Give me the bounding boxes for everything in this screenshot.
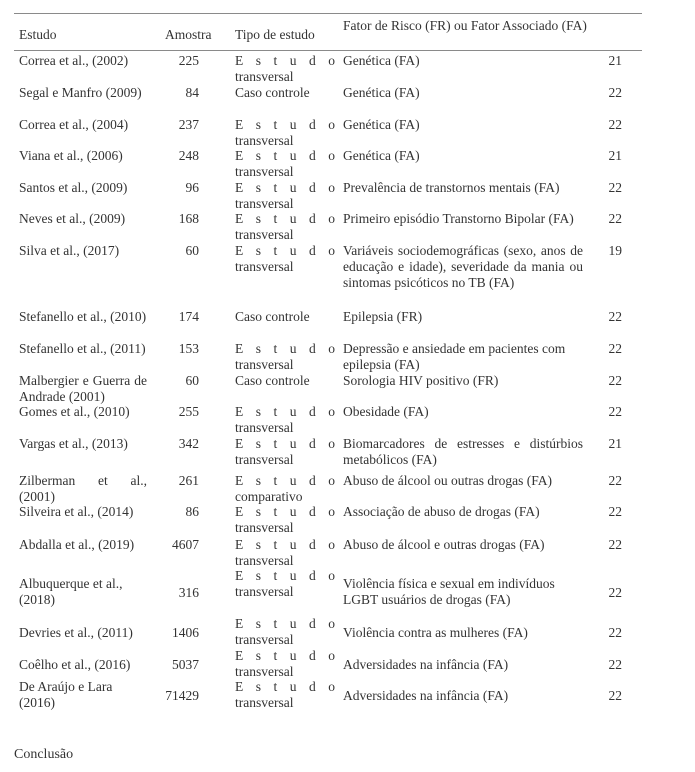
cell-study: Viana et al., (2006): [19, 148, 123, 163]
cell-type: E s t u d o transversal: [235, 504, 335, 535]
cell-type: E s t u d o transversal: [235, 148, 335, 179]
cell-sample: 84: [185, 85, 199, 100]
cell-sample: 71429: [165, 688, 199, 703]
cell-score: 22: [608, 117, 622, 132]
cell-study: Malbergier e Guerra de Andrade (2001): [19, 373, 147, 404]
cell-study: Santos et al., (2009): [19, 180, 128, 195]
cell-factor: Depressão e ansiedade em pacientes com epilepsia (FA): [343, 341, 566, 372]
cell-factor: Violência contra as mulheres (FA): [343, 625, 528, 640]
cell-study: Silveira et al., (2014): [19, 504, 134, 519]
cell-sample: 168: [178, 211, 199, 226]
cell-sample: 255: [178, 404, 199, 419]
header-type: Tipo de estudo: [235, 27, 315, 42]
cell-type: E s t u d o transversal: [235, 243, 335, 274]
cell-sample: 1406: [172, 625, 199, 640]
cell-study: De Araújo e Lara (2016): [19, 679, 113, 710]
cell-sample: 5037: [172, 657, 199, 672]
cell-factor: Adversidades na infância (FA): [343, 657, 509, 672]
cell-type: Caso controle: [235, 309, 310, 324]
cell-type: E s t u d o transversal: [235, 341, 335, 372]
cell-score: 22: [608, 473, 622, 488]
cell-factor: Sorologia HIV positivo (FR): [343, 373, 499, 388]
cell-study: Segal e Manfro (2009): [19, 85, 142, 100]
cell-type: E s t u d o transversal: [235, 679, 335, 710]
cell-factor: Epilepsia (FR): [343, 309, 423, 324]
cell-factor: Adversidades na infância (FA): [343, 688, 509, 703]
cell-study: Coêlho et al., (2016): [19, 657, 131, 672]
header-rule: [14, 50, 642, 51]
cell-score: 22: [608, 85, 622, 100]
header-study: Estudo: [19, 27, 57, 42]
cell-study: Correa et al., (2002): [19, 53, 129, 68]
cell-score: 22: [608, 585, 622, 600]
header-factor: Fator de Risco (FR) ou Fator Associado (FA): [343, 18, 587, 33]
cell-sample: 174: [178, 309, 199, 324]
cell-factor: Prevalência de transtornos mentais (FA): [343, 180, 560, 195]
cell-study: Stefanello et al., (2010): [19, 309, 147, 324]
cell-study: Stefanello et al., (2011): [19, 341, 146, 356]
cell-score: 22: [608, 341, 622, 356]
cell-factor: Genética (FA): [343, 53, 420, 68]
cell-type: E s t u d o transversal: [235, 616, 335, 647]
cell-type: E s t u d o transversal: [235, 180, 335, 211]
cell-factor: Primeiro episódio Transtorno Bipolar (FA): [343, 211, 574, 226]
cell-sample: 96: [185, 180, 199, 195]
cell-type: E s t u d o transversal: [235, 568, 335, 599]
cell-type: Caso controle: [235, 85, 310, 100]
header-sample: Amostra: [165, 27, 212, 42]
cell-type: E s t u d o comparativo: [235, 473, 335, 504]
cell-score: 22: [608, 625, 622, 640]
cell-study: Correa et al., (2004): [19, 117, 129, 132]
cell-score: 21: [608, 148, 622, 163]
cell-score: 22: [608, 211, 622, 226]
cell-score: 22: [608, 688, 622, 703]
cell-sample: 60: [185, 243, 199, 258]
cell-sample: 342: [178, 436, 199, 451]
cell-study: Vargas et al., (2013): [19, 436, 128, 451]
cell-factor: Biomarcadores de estresses e distúrbios metabólicos (FA): [343, 436, 583, 467]
cell-sample: 153: [178, 341, 199, 356]
cell-study: Zilberman et al., (2001): [19, 473, 147, 504]
cell-sample: 261: [178, 473, 199, 488]
cell-type: E s t u d o transversal: [235, 648, 335, 679]
cell-sample: 248: [178, 148, 199, 163]
cell-score: 22: [608, 180, 622, 195]
cell-factor: Violência física e sexual em indivíduos LGBT usuários de drogas (FA): [343, 576, 555, 607]
cell-study: Silva et al., (2017): [19, 243, 120, 258]
cell-study: Devries et al., (2011): [19, 625, 133, 640]
cell-type: E s t u d o transversal: [235, 117, 335, 148]
cell-type: E s t u d o transversal: [235, 53, 335, 84]
top-rule: [14, 13, 642, 14]
cell-type: E s t u d o transversal: [235, 404, 335, 435]
conclusion-heading: Conclusão: [14, 747, 74, 762]
cell-score: 21: [608, 436, 622, 451]
cell-sample: 237: [178, 117, 199, 132]
cell-factor: Genética (FA): [343, 148, 420, 163]
cell-type: E s t u d o transversal: [235, 436, 335, 467]
cell-sample: 4607: [172, 537, 199, 552]
cell-score: 21: [608, 53, 622, 68]
cell-type: Caso controle: [235, 373, 310, 388]
cell-factor: Abuso de álcool ou outras drogas (FA): [343, 473, 552, 488]
cell-sample: 225: [178, 53, 199, 68]
cell-study: Neves et al., (2009): [19, 211, 126, 226]
cell-factor: Abuso de álcool e outras drogas (FA): [343, 537, 545, 552]
cell-score: 22: [608, 657, 622, 672]
cell-factor: Genética (FA): [343, 85, 420, 100]
cell-score: 22: [608, 504, 622, 519]
cell-study: Abdalla et al., (2019): [19, 537, 135, 552]
cell-type: E s t u d o transversal: [235, 537, 335, 568]
cell-score: 22: [608, 537, 622, 552]
cell-score: 22: [608, 309, 622, 324]
cell-type: E s t u d o transversal: [235, 211, 335, 242]
cell-sample: 316: [178, 585, 199, 600]
cell-score: 19: [608, 243, 622, 258]
cell-sample: 86: [185, 504, 199, 519]
cell-score: 22: [608, 373, 622, 388]
cell-factor: Variáveis sociodemográficas (sexo, anos de educação e idade), severidade da mania ou sintomas psicóticos no TB (FA): [343, 243, 583, 290]
cell-sample: 60: [185, 373, 199, 388]
cell-score: 22: [608, 404, 622, 419]
cell-factor: Obesidade (FA): [343, 404, 429, 419]
cell-study: Gomes et al., (2010): [19, 404, 130, 419]
cell-factor: Associação de abuso de drogas (FA): [343, 504, 540, 519]
cell-study: Albuquerque et al., (2018): [19, 576, 123, 607]
cell-factor: Genética (FA): [343, 117, 420, 132]
